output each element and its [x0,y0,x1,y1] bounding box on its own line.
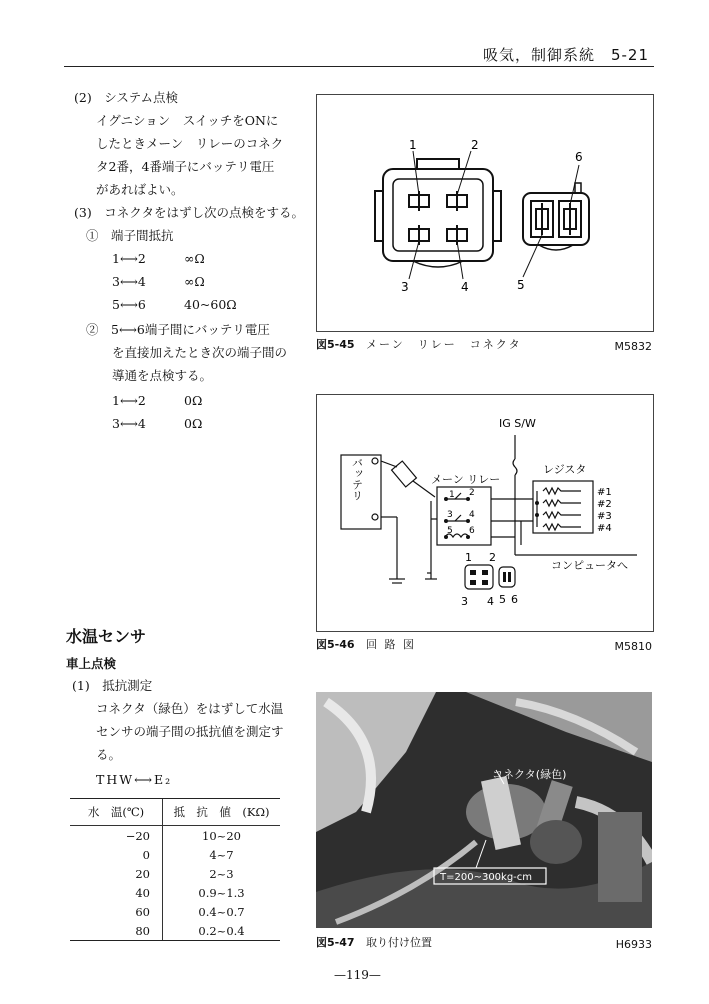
resistance-row [112,293,237,316]
continuity-row [112,389,202,412]
table-row [70,921,280,940]
resistor-label: レジスタ [543,463,587,476]
res-cell: 4~7 [163,845,281,864]
terminal-pair: 1⟷2 [112,393,146,408]
battery-label: バッテリ [350,457,364,501]
terminal-pair: 3⟷4 [112,274,146,289]
section-3-title: (3) コネクタをはずし次の点検をする。 [74,205,304,220]
main-relay-label: メーン リレー [431,473,501,486]
terminal-value: 0Ω [184,416,203,431]
figure-5-45-caption [316,336,522,352]
resistor-tap-label: #2 [597,499,612,510]
figure-5-46 [316,394,654,632]
res-cell: 0.9~1.3 [163,883,281,902]
resistance-row [112,247,237,270]
figure-5-46-caption [316,636,416,652]
figure-number: 図5-46 [316,638,355,651]
temp-cell: 0 [142,847,150,862]
figure-caption-text: 取り付け位置 [366,936,433,949]
relay-pin-label: 2 [469,488,475,498]
relay-pin-label: 6 [469,526,475,536]
item-2-line: を直接加えたとき次の端子間の [112,345,288,360]
terminal-label: 1 [409,138,417,152]
section-2-line: したときメーン リレーのコネク [96,136,284,151]
terminal-pair: 3⟷4 [112,416,146,431]
figure-caption-text: メーン リレー コネクタ [366,338,522,351]
item-2-rows [112,389,202,435]
section-2-body [96,109,283,201]
terminal-value: ∞Ω [184,274,205,289]
relay-pin-label: 5 [447,526,453,536]
temp-cell: −20 [125,828,150,843]
resistor-tap-label: #4 [597,523,612,534]
pin-label: 6 [511,593,518,606]
page-header-title: 吸気，制御系統 5-21 [482,46,649,64]
figure-5-47-code: H6933 [615,938,652,951]
terminal-value: 0Ω [184,393,203,408]
figure-5-45-code: M5832 [614,340,652,353]
pin-label: 1 [465,551,472,564]
pin-label: 2 [489,551,496,564]
section-1-line: る。 [96,747,122,762]
res-cell: 0.2~0.4 [163,921,281,940]
res-cell: 10~20 [163,826,281,846]
thw-terminal-pair: THW⟷E₂ [96,772,173,787]
section-2-line: があればよい。 [96,182,184,197]
figure-number: 図5-45 [316,338,355,351]
item-1-rows [112,247,237,316]
figure-5-47-photo [316,692,652,928]
section-1-line: コネクタ（緑色）をはずして水温 [96,701,284,716]
resistance-table [70,798,280,941]
col-water-temp: 水 温(℃) [70,799,163,826]
to-computer-label: コンピュータへ [551,559,628,572]
item-2-line: ② 5⟷6端子間にバッテリ電圧 [86,322,270,337]
section-2-line: イグニション スイッチをONに [96,113,279,128]
terminal-label: 4 [461,280,469,294]
table-row [70,883,280,902]
temp-cell: 40 [135,885,150,900]
item-1-title: ① 端子間抵抗 [86,228,174,243]
pin-label: 5 [499,593,506,606]
res-cell: 2~3 [163,864,281,883]
terminal-value: ∞Ω [184,251,205,266]
page-number: —119— [334,968,381,982]
terminal-value: 40~60Ω [184,297,237,312]
continuity-row [112,412,202,435]
figure-caption-text: 回 路 図 [366,638,417,651]
section-1-line: センサの端子間の抵抗値を測定す [96,724,284,739]
figure-5-47-caption [316,934,432,950]
terminal-label: 2 [471,138,479,152]
table-row [70,864,280,883]
table-row [70,826,280,846]
pin-label: 4 [487,595,494,608]
resistance-row [112,270,237,293]
torque-label: T=200~300kg-cm [440,872,533,883]
terminal-label: 5 [517,278,525,292]
terminal-label: 6 [575,150,583,164]
section-2-title: (2) システム点検 [74,90,178,105]
resistor-tap-label: #1 [597,487,612,498]
temp-cell: 60 [135,904,150,919]
section-1-title: (1) 抵抗測定 [72,678,153,693]
circuit-diagram [317,395,653,631]
terminal-label: 3 [401,280,409,294]
relay-pin-label: 4 [469,510,475,520]
res-cell: 0.4~0.7 [163,902,281,921]
header-rule [64,66,654,67]
installation-photo [316,692,652,928]
col-resistance: 抵 抗 値 (KΩ) [163,799,281,826]
table-row [70,902,280,921]
connector-color-label: コネクタ(緑色) [492,768,567,781]
table-row [70,845,280,864]
temp-cell: 20 [135,866,150,881]
figure-5-45 [316,94,654,332]
terminal-pair: 1⟷2 [112,251,146,266]
onboard-check-subheading: 車上点検 [66,656,117,671]
temp-cell: 80 [135,923,150,938]
main-relay-connector-drawing [317,95,653,331]
figure-number: 図5-47 [316,936,355,949]
resistor-tap-label: #3 [597,511,612,522]
figure-5-46-code: M5810 [614,640,652,653]
relay-pin-label: 1 [449,490,455,500]
section-2-line: タ2番，4番端子にバッテリ電圧 [96,159,275,174]
item-2-body [86,318,287,387]
relay-pin-label: 3 [447,510,453,520]
pin-label: 3 [461,595,468,608]
water-temp-sensor-heading: 水温センサ [66,627,147,646]
item-2-line: 導通を点検する。 [112,368,213,383]
ig-switch-label: IG S/W [499,417,536,430]
terminal-pair: 5⟷6 [112,297,146,312]
section-1-body [96,697,284,766]
